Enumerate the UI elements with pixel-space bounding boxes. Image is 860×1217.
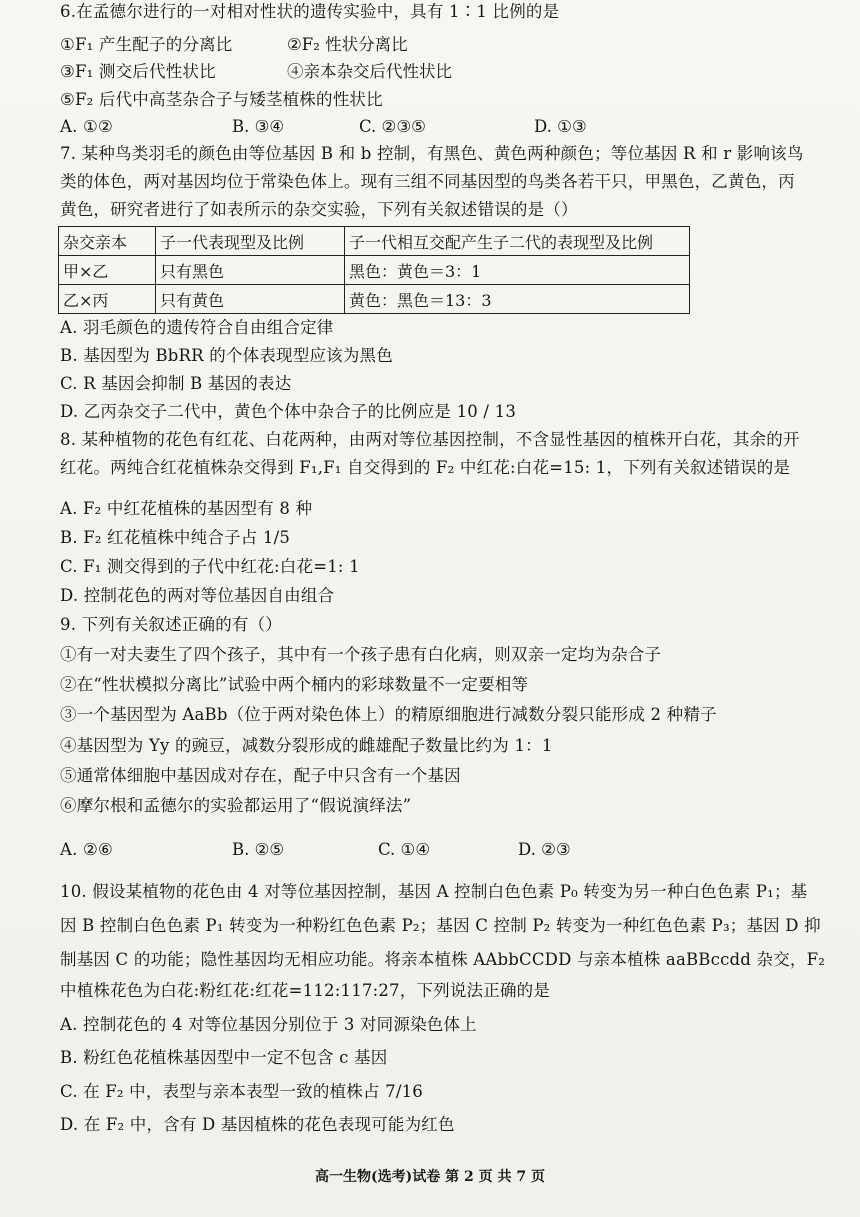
page-footer: 高一生物(选考)试卷 第 2 页 共 7 页: [315, 1169, 545, 1185]
q7-option-c: C. R 基因会抑制 B 基因的表达: [60, 374, 292, 393]
q7-stem-line-2: 类的体色，两对基因均位于常染色体上。现有三组不同基因型的鸟类各若干只，甲黑色，乙黄色，丙: [60, 172, 795, 191]
q7-stem-line-1: 7. 某种鸟类羽毛的颜色由等位基因 B 和 b 控制，有黑色、黄色两种颜色；等位基因 R 和 r 影响该鸟: [60, 144, 804, 163]
q6-option-d: D. ①③: [534, 117, 587, 136]
q10-stem-line-3: 制基因 C 的功能；隐性基因均无相应功能。将亲本植株 AAbbCCDD 与亲本植株 aaBBccdd 杂交，F₂: [60, 950, 826, 969]
q9-item-5: ⑤通常体细胞中基因成对存在，配子中只含有一个基因: [60, 766, 461, 785]
q10-option-a: A. 控制花色的 4 对等位基因分别位于 3 对同源染色体上: [60, 1015, 477, 1034]
table-header-row: [59, 227, 690, 256]
q10-option-c: C. 在 F₂ 中，表型与亲本表型一致的植株占 7/16: [60, 1082, 423, 1101]
q8-stem-line-1: 8. 某种植物的花色有红花、白花两种，由两对等位基因控制，不含显性基因的植株开白花，其余的开: [60, 430, 800, 449]
q10-stem-line-2: 因 B 控制白色色素 P₁ 转变为一种粉红色色素 P₂；基因 C 控制 P₂ 转变为一种红色色素 P₃；基因 D 抑: [60, 916, 821, 935]
table-header-cell: 子一代表现型及比例: [156, 227, 345, 256]
table-row: [59, 285, 690, 314]
q6-option-a: A. ①②: [60, 117, 113, 136]
cross-experiment-table: [58, 226, 690, 314]
q9-option-a: A. ②⑥: [60, 840, 113, 859]
q9-stem: 9. 下列有关叙述正确的有（）: [60, 615, 282, 634]
q9-item-1: ①有一对夫妻生了四个孩子，其中有一个孩子患有白化病，则双亲一定均为杂合子: [60, 645, 662, 664]
q8-option-d: D. 控制花色的两对等位基因自由组合: [60, 586, 335, 605]
table-header-cell: 子一代相互交配产生子二代的表现型及比例: [345, 227, 690, 256]
q10-stem-line-1: 10. 假设某植物的花色由 4 对等位基因控制，基因 A 控制白色色素 P₀ 转变为另一种白色色素 P₁；基: [60, 882, 808, 901]
table-cell: 只有黄色: [156, 285, 345, 314]
q9-item-3: ③一个基因型为 AaBb（位于两对染色体上）的精原细胞进行减数分裂只能形成 2 种精子: [60, 705, 717, 724]
q7-stem-line-3: 黄色，研究者进行了如表所示的杂交实验，下列有关叙述错误的是（）: [60, 200, 578, 219]
table-cell: 甲×乙: [59, 256, 156, 285]
q10-option-b: B. 粉红色花植株基因型中一定不包含 c 基因: [60, 1048, 388, 1067]
table-header-cell: 杂交亲本: [59, 227, 156, 256]
q6-stem: 6.在孟德尔进行的一对相对性状的遗传实验中，具有 1∶1 比例的是: [60, 2, 560, 21]
q6-option-b: B. ③④: [232, 117, 285, 136]
q9-option-c: C. ①④: [378, 840, 431, 859]
q8-option-c: C. F₁ 测交得到的子代中红花:白花=1: 1: [60, 557, 360, 576]
q6-item-1: ①F₁ 产生配子的分离比: [60, 35, 233, 54]
table-cell: 只有黑色: [156, 256, 345, 285]
q8-option-a: A. F₂ 中红花植株的基因型有 8 种: [60, 499, 313, 518]
q10-stem-line-4: 中植株花色为白花:粉红花:红花=112:117:27，下列说法正确的是: [60, 981, 551, 1000]
q7-option-a: A. 羽毛颜色的遗传符合自由组合定律: [60, 318, 334, 337]
q9-item-2: ②在“性状模拟分离比”试验中两个桶内的彩球数量不一定要相等: [60, 675, 529, 694]
table-row: [59, 256, 690, 285]
q6-option-c: C. ②③⑤: [359, 117, 426, 136]
q6-item-4: ④亲本杂交后代性状比: [287, 62, 452, 81]
q9-item-6: ⑥摩尔根和孟德尔的实验都运用了“假说演绎法”: [60, 796, 412, 815]
q6-item-2: ②F₂ 性状分离比: [287, 35, 408, 54]
q6-item-5: ⑤F₂ 后代中高茎杂合子与矮茎植株的性状比: [60, 90, 383, 109]
q6-item-3: ③F₁ 测交后代性状比: [60, 62, 216, 81]
q7-option-d: D. 乙丙杂交子二代中，黄色个体中杂合子的比例应是 10 / 13: [60, 402, 517, 421]
table-cell: 黄色：黑色＝13：3: [345, 285, 690, 314]
q9-option-b: B. ②⑤: [232, 840, 285, 859]
table-cell: 黑色：黄色＝3：1: [345, 256, 690, 285]
q8-stem-line-2: 红花。两纯合红花植株杂交得到 F₁,F₁ 自交得到的 F₂ 中红花:白花=15: 1，下列有关叙述错误的是: [60, 458, 791, 477]
table-cell: 乙×丙: [59, 285, 156, 314]
q8-option-b: B. F₂ 红花植株中纯合子占 1/5: [60, 528, 291, 547]
q9-item-4: ④基因型为 Yy 的豌豆，减数分裂形成的雌雄配子数量比约为 1：1: [60, 736, 553, 755]
q7-option-b: B. 基因型为 BbRR 的个体表现型应该为黑色: [60, 346, 393, 365]
q10-option-d: D. 在 F₂ 中，含有 D 基因植株的花色表现可能为红色: [60, 1115, 455, 1134]
q9-option-d: D. ②③: [518, 840, 571, 859]
